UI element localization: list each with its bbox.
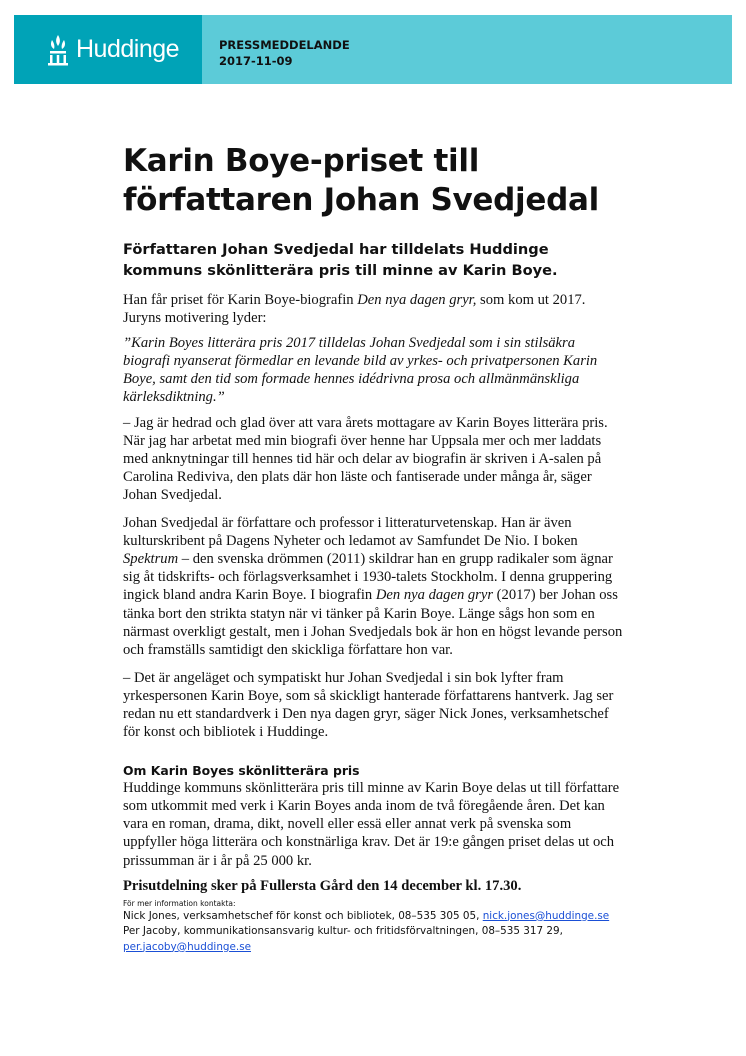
svedjedal-quote: – Jag är hedrad och glad över att vara årets mottagare av Karin Boyes litterära pris. När jag har arbetat med min biografi över henne har Uppsala mer och mer laddats med anknytningar till hennes tid här och delar av biografin är skriven i A-salen på Carolina Rediviva, den plats där hon läste och fantiserade under många år, säger Johan Svedjedal. xyxy=(123,414,608,503)
intro-text-end: som kom ut 2017. Juryns motivering lyder: xyxy=(123,292,586,327)
jury-motivation: ”Karin Boyes litterära pris 2017 tilldelas Johan Svedjedal som i sin stilsäkra biografi nyanserat förmedlar en levande bild av yrkes- och privatpersonen Karin Boye, samt den tid som formade hennes idédrivna prosa och allmänmänskliga kärleksdiktning.” xyxy=(123,335,598,406)
press-date: 2017-11-09 xyxy=(219,54,293,68)
bio-text-c: (2017) ber Johan oss tänka bort den strikta statyn när vi tänker på Karin Boye. Länge sågs hon som en närmast overkligt gestalt, men i Johan Svedjedals bok är hon en högst levande person och framställs samtidigt den skickliga författare hon var. xyxy=(123,587,623,658)
about-heading: Om Karin Boyes skönlitterära pris xyxy=(123,763,360,779)
jones-quote: – Det är angeläget och sympatiskt hur Johan Svedjedal i sin bok lyfter fram yrkespersonen Karin Boye, som så skickligt hanterade författarens hantverk. Jag ser redan nu ett standardverk i Den nya dagen gryr, säger Nick Jones, verksamhetschef för konst och bibliotek i Huddinge. xyxy=(123,669,614,741)
contact-per-jacoby-email[interactable]: per.jacoby@huddinge.se xyxy=(123,940,251,953)
contact-per-jacoby xyxy=(123,924,623,955)
bio-text-b: – den svenska drömmen (2011) skildrar han en grupp radikaler som ägnar sig åt tidskrifts- och förlagsverksamhet i 1930-talets Stockholm. I denna gruppering ingick bland andra Karin Boye. I biografin xyxy=(123,551,613,604)
contact-nick-jones-email[interactable]: nick.jones@huddinge.se xyxy=(482,909,610,922)
intro-text: Han får priset för Karin Boye-biografin xyxy=(123,292,358,308)
contact-per-jacoby-text: Per Jacoby, kommunikationsansvarig kultur- och fritidsförvaltningen, 08–535 317 29, xyxy=(123,925,563,938)
document-type: PRESSMEDDELANDE xyxy=(219,38,350,52)
ceremony-info: Prisutdelning sker på Fullersta Gård den 14 december kl. 17.30. xyxy=(123,877,522,894)
title-line-1: Karin Boye-priset till xyxy=(123,143,480,179)
contact-title: För mer information kontakta: xyxy=(123,898,236,908)
page-title xyxy=(123,142,623,220)
huddinge-logo xyxy=(14,15,202,84)
about-paragraph: Huddinge kommuns skönlitterära pris till minne av Karin Boye delas ut till författare som utkommit med verk i Karin Boyes anda inom de två föregående åren. Det kan vara en roman, drama, dikt, novell eller essä eller annat verk på svenska som uppfyller höga litterära och konstnärliga krav. Det är 19:e gången priset delas ut och prissumman är i år på 25 000 kr. xyxy=(123,780,620,869)
contact-nick-jones-text: Nick Jones, verksamhetschef för konst och bibliotek, 08–535 305 05, xyxy=(123,909,483,922)
book-title-spektrum: Spektrum xyxy=(123,551,179,568)
bio-text-a: Johan Svedjedal är författare och professor i litteraturvetenskap. Han är även kulturskribent på Dagens Nyheter och ledamot av Samfundet De Nio. I boken xyxy=(123,515,578,550)
book-title-den-nya-dagen: Den nya dagen gryr xyxy=(375,587,494,604)
brand-name: Huddinge xyxy=(76,35,180,63)
press-release-body xyxy=(123,142,623,955)
intro-paragraph xyxy=(123,291,623,327)
huddinge-flame-icon xyxy=(47,34,69,66)
book-title: Den nya dagen gryr, xyxy=(357,292,477,308)
bio-paragraph xyxy=(123,514,623,659)
header-bar xyxy=(14,15,732,84)
contact-nick-jones xyxy=(123,909,623,925)
title-line-2: författaren Johan Svedjedal xyxy=(123,182,599,218)
lead-paragraph: Författaren Johan Svedjedal har tilldelats Huddinge kommuns skönlitterära pris till minne av Karin Boye. xyxy=(123,241,558,279)
